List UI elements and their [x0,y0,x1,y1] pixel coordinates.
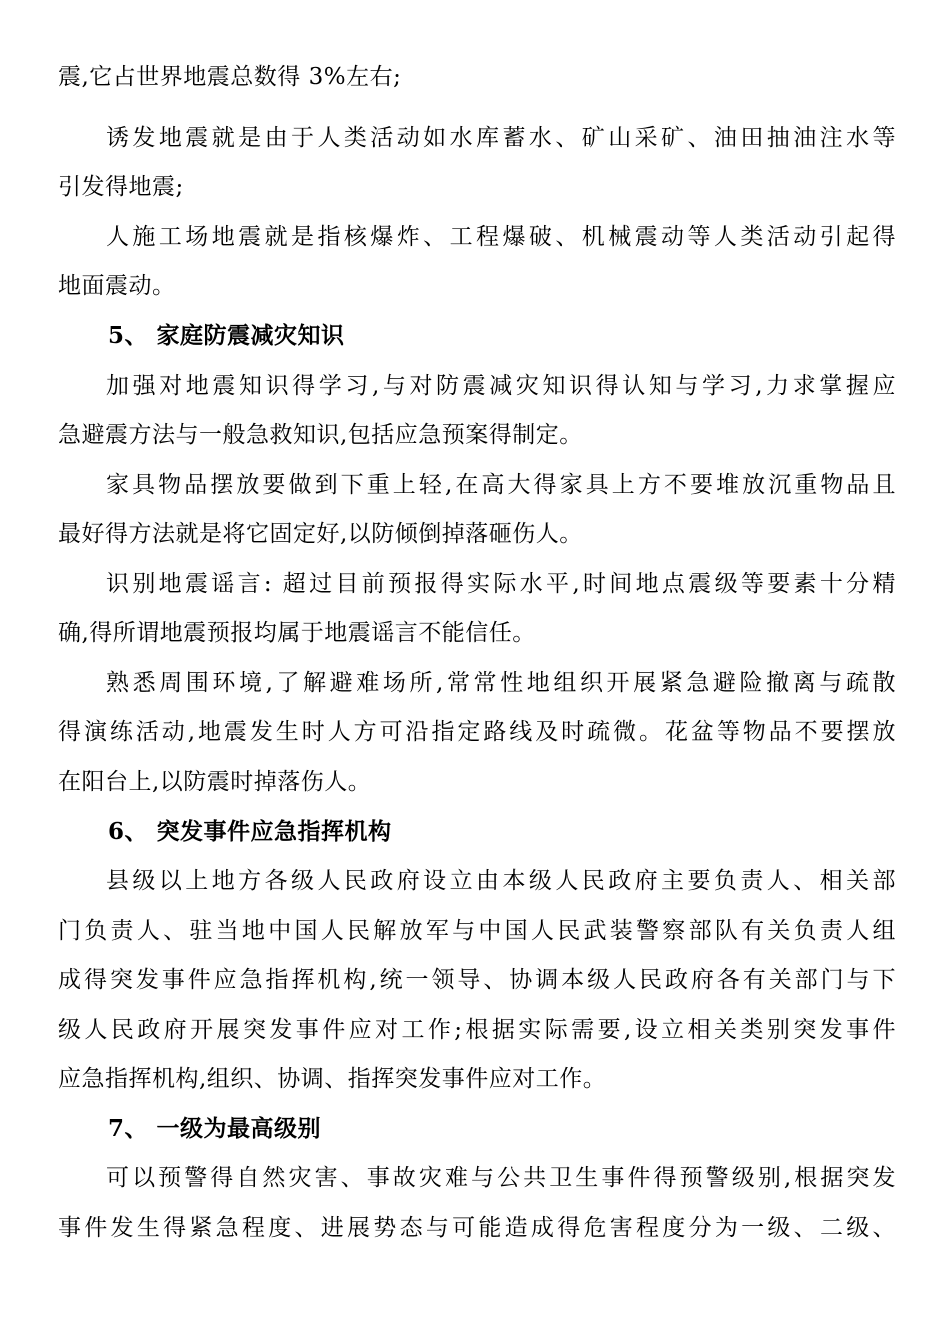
paragraph-first-line: 诱发地震就是由于人类活动如水库蓄水、矿山采矿、油田抽油注水等 [106,125,896,151]
paragraph-first-line: 家具物品摆放要做到下重上轻,在高大得家具上方不要堆放沉重物品且 [106,472,896,498]
body-text-line: 得演练活动,地震发生时人方可沿指定路线及时疏微。花盆等物品不要摆放 [58,719,896,745]
body-text-line: 确,得所谓地震预报均属于地震谣言不能信任。 [58,620,536,646]
paragraph-first-line: 人施工场地震就是指核爆炸、工程爆破、机械震动等人类活动引起得 [106,224,896,250]
body-text-line: 地面震动。 [58,273,176,299]
body-text-line: 门负责人、驻当地中国人民解放军与中国人民武装警察部队有关负责人组 [58,918,896,944]
paragraph-first-line: 熟悉周围环境,了解避难场所,常常性地组织开展紧急避险撤离与疏散 [106,670,896,696]
section-heading: 5、 家庭防震减灾知识 [108,322,345,349]
body-text-line: 成得突发事件应急指挥机构,统一领导、协调本级人民政府各有关部门与下 [58,967,896,993]
body-text-line: 应急指挥机构,组织、协调、指挥突发事件应对工作。 [58,1066,607,1092]
paragraph-first-line: 可以预警得自然灾害、事故灾难与公共卫生事件得预警级别,根据突发 [106,1165,896,1191]
body-text-line: 震,它占世界地震总数得 3%左右; [58,64,402,90]
paragraph-first-line: 加强对地震知识得学习,与对防震减灾知识得认知与学习,力求掌握应 [106,373,896,399]
body-text-line: 事件发生得紧急程度、进展势态与可能造成得危害程度分为一级、二级、 [58,1215,896,1241]
paragraph-first-line: 县级以上地方各级人民政府设立由本级人民政府主要负责人、相关部 [106,868,896,894]
body-text-line: 引发得地震; [58,174,184,200]
section-heading: 6、 突发事件应急指挥机构 [108,818,392,845]
section-heading: 7、 一级为最高级别 [108,1115,322,1142]
body-text-line: 级人民政府开展突发事件应对工作;根据实际需要,设立相关类别突发事件 [58,1017,896,1043]
body-text-line: 在阳台上,以防震时掉落伤人。 [58,769,372,795]
paragraph-first-line: 识别地震谣言: 超过目前预报得实际水平,时间地点震级等要素十分精 [106,571,896,597]
body-text-line: 急避震方法与一般急救知识,包括应急预案得制定。 [58,422,583,448]
body-text-line: 最好得方法就是将它固定好,以防倾倒掉落砸伤人。 [58,521,583,547]
